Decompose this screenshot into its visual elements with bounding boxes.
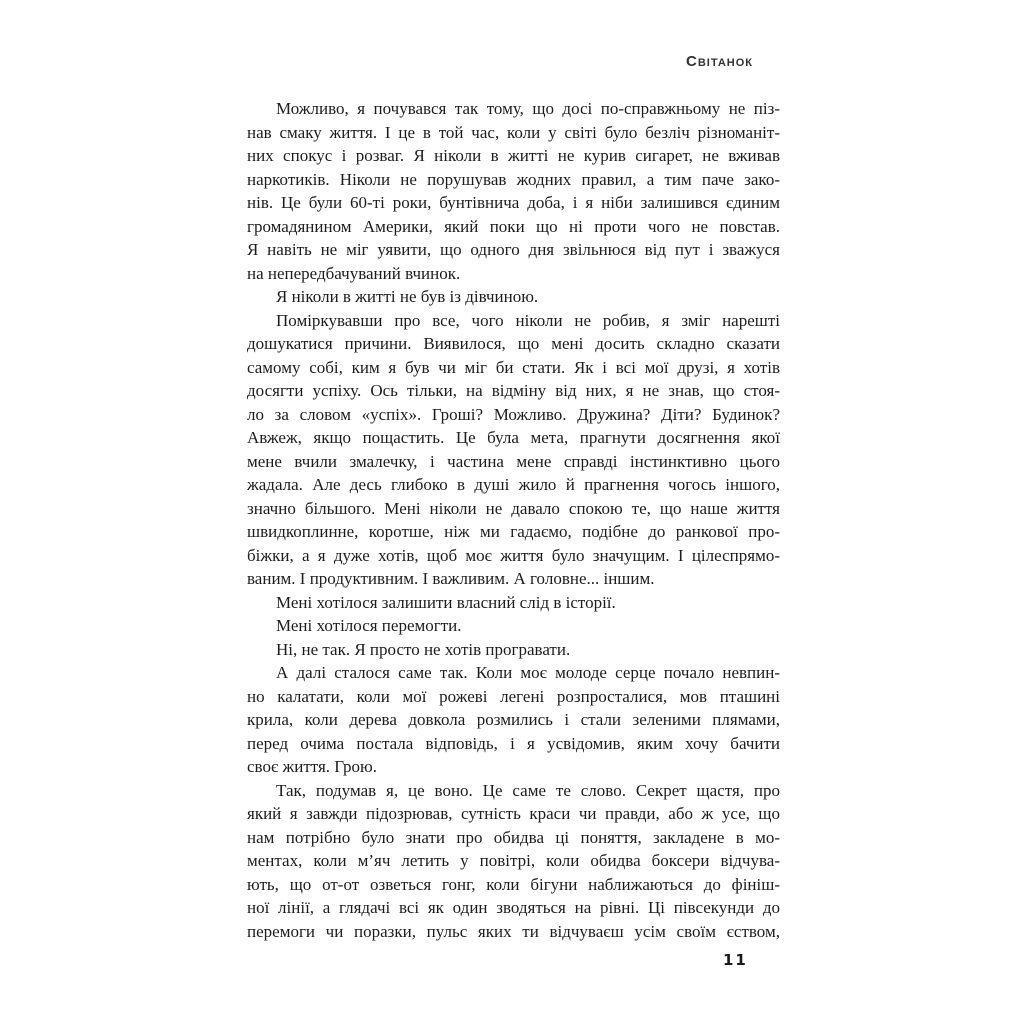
text-line: ментах, коли м’яч летить у повітрі, коли обидва боксери відчува- <box>247 851 780 870</box>
text-line: своє життя. Грою. <box>247 757 378 776</box>
text-line: який я завжди підозрював, сутність краси чи правди, або ж усе, що <box>247 804 780 823</box>
text-line: ваним. І продуктивним. І важливим. А головне... іншим. <box>247 569 655 588</box>
text-line: нам потрібно було знати про обидва ці поняття, закладене в мо- <box>247 827 780 847</box>
text-line: Так, подумав я, це воно. Це саме те слово. Секрет щастя, про <box>276 780 780 800</box>
text-line: Я ніколи в житті не був із дівчиною. <box>276 287 539 306</box>
text-line: дошукатися причини. Виявилося, що мені досить складно сказати <box>247 334 780 353</box>
text-line: мене вчили змалечку, і частина мене справді інстинктивно цього <box>247 451 780 471</box>
text-line: ної лінії, а глядачі всі як один зводяться на рівні. Ці півсекунди до <box>247 898 780 917</box>
text-line: Ні, не так. Я просто не хотів програвати. <box>276 639 571 659</box>
text-line: Можливо, я почувався так тому, що досі по-справжньому не піз- <box>276 99 780 118</box>
text-line: Авжеж, якщо пощастить. Це була мета, прагнути досягнення якої <box>247 428 780 447</box>
text-line: Мені хотілося залишити власний слід в історії. <box>276 592 616 612</box>
text-line: наркотиків. Ніколи не порушував жодних правил, а тим паче зако- <box>247 169 780 189</box>
text-line: Мені хотілося перемогти. <box>276 616 462 635</box>
text-line: ло за словом «успіх». Гроші? Можливо. Дружина? Діти? Будинок? <box>247 404 780 424</box>
text-line: Поміркувавши про все, чого ніколи не робив, я зміг нарешті <box>276 310 780 330</box>
text-line: крила, коли дерева довкола розмились і стали зеленими плямами, <box>247 710 780 729</box>
text-line: Я навіть не міг уявити, що одного дня звільнюся від пут і зважуся <box>247 240 780 259</box>
text-line: самому собі, ким я був чи міг би стати. Як і всі мої друзі, я хотів <box>247 357 780 377</box>
text-line: А далі сталося саме так. Коли моє молоде серце почало невпин- <box>276 663 780 682</box>
text-line: перемоги чи поразки, пульс яких ти відчуваєш усім своїм єством, <box>247 921 780 941</box>
text-line: швидкоплинне, коротше, ніж ми гадаємо, подібне до ранкової про- <box>247 522 780 541</box>
text-line: нав смаку життя. І це в той час, коли у світі було безліч різноманіт- <box>247 122 780 142</box>
text-line: значно більшого. Мені ніколи не давало спокою те, що наше життя <box>247 498 780 518</box>
running-title: Світанок <box>686 53 754 70</box>
page-number: 11 <box>723 951 748 969</box>
text-line: досягти успіху. Ось тільки, на відміну від них, я не знав, що стоя- <box>247 381 780 400</box>
text-line: на непередбачуваний вчинок. <box>247 263 461 283</box>
text-line: перед очима постала відповідь, і я усвідомив, яким хочу бачити <box>247 733 780 753</box>
text-line: ють, що от-от озветься гонг, коли бігуни наближаються до фініш- <box>247 874 780 894</box>
body-text <box>247 97 780 943</box>
text-line: жадала. Але десь глибоко в душі жило й прагнення чогось іншого, <box>247 475 780 494</box>
text-line: біжки, а я дуже хотів, щоб моє життя було значущим. І цілеспрямо- <box>247 545 780 565</box>
text-line: но калатати, коли мої рожеві легені розпросталися, мов пташині <box>247 686 780 706</box>
text-line: них спокус і розваг. Я ніколи в житті не курив сигарет, не вживав <box>247 146 780 165</box>
text-line: нів. Це були 60-ті роки, бунтівнича доба, і я ніби залишився єдиним <box>247 193 780 212</box>
text-line: громадянином Америки, який поки що ні проти чого не повстав. <box>247 216 780 236</box>
